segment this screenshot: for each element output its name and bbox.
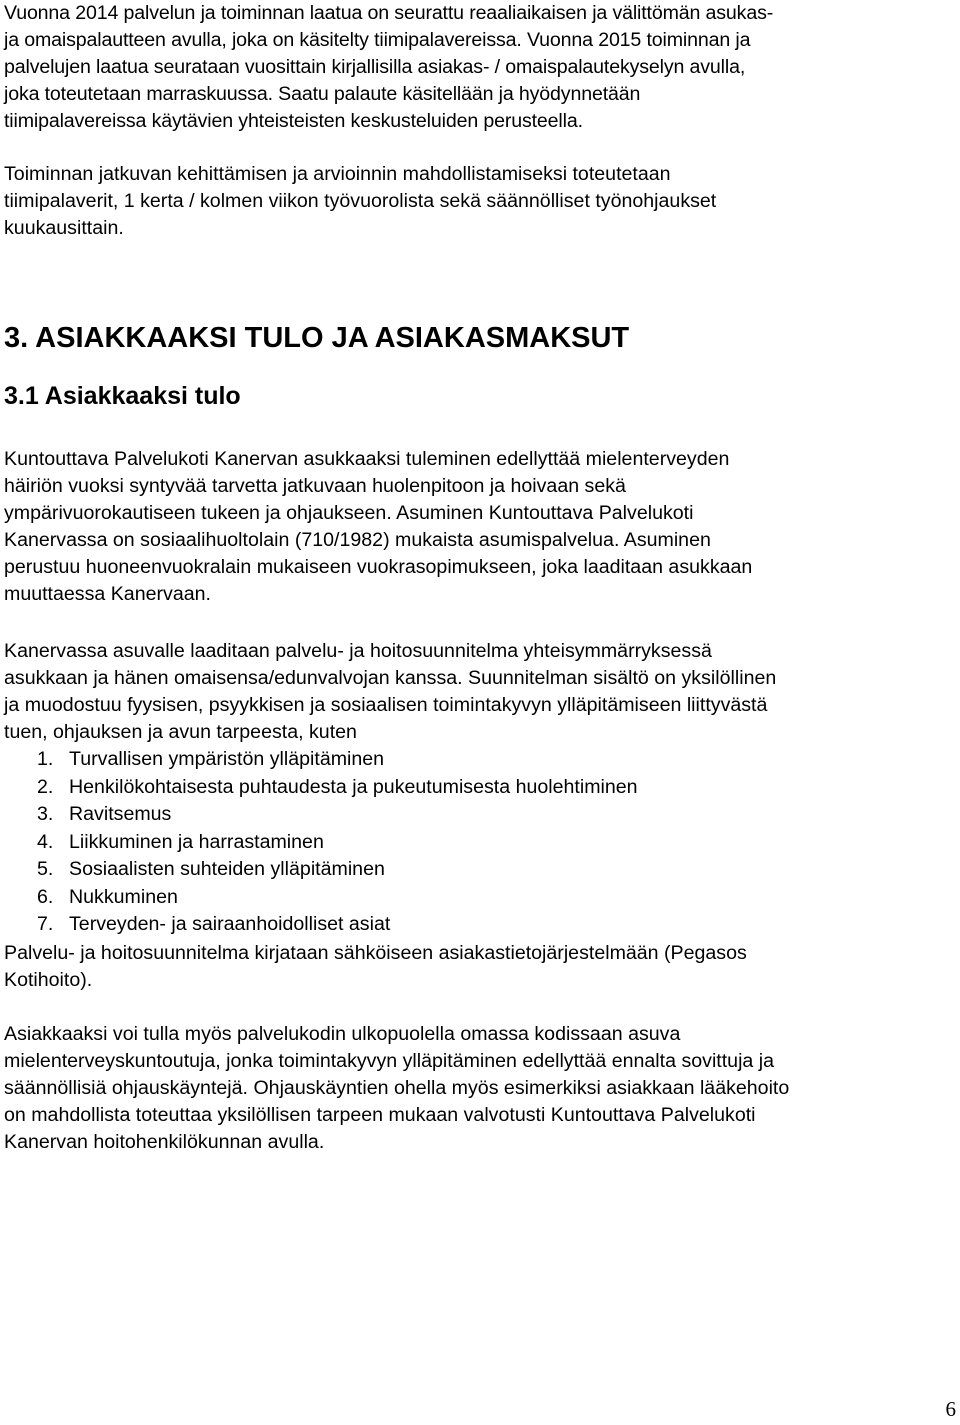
list-item (4, 884, 776, 912)
list-item (4, 911, 776, 939)
text-line: Toiminnan jatkuvan kehittämisen ja arvioinnin mahdollistamiseksi toteutetaan (4, 163, 671, 185)
list-item-text: Henkilökohtaisesta puhtaudesta ja pukeutumisesta huolehtiminen (69, 775, 638, 798)
text-line: muuttaessa Kanervaan. (4, 583, 211, 605)
list-item-text: Nukkuminen (69, 885, 178, 908)
text-line: perustuu huoneenvuokralain mukaiseen vuokrasopimukseen, joka laaditaan asukkaan (4, 556, 753, 578)
text-line: Kanervassa asuvalle laaditaan palvelu- ja hoitosuunnitelma yhteisymmärryksessä (4, 640, 712, 662)
paragraph-care-plan (4, 638, 776, 746)
list-item (4, 801, 776, 829)
list-item-number: 4. (37, 830, 54, 853)
text-line: Vuonna 2014 palvelun ja toiminnan laatua on seurattu reaaliaikaisen ja välittömän asukas- (4, 2, 774, 24)
list-item-text: Ravitsemus (69, 803, 172, 825)
text-line: ja muodostuu fyysisen, psyykkisen ja sosiaalisen toimintakyvyn ylläpitämiseen liittyvästä (4, 694, 768, 716)
paragraph-outpatient-clients (4, 1021, 789, 1156)
list-item-number: 1. (37, 748, 54, 770)
text-line: tuen, ohjauksen ja avun tarpeesta, kuten (4, 721, 357, 743)
list-item-number: 7. (37, 913, 54, 935)
text-line: ympärivuorokautiseen tukeen ja ohjaukseen. Asuminen Kuntouttava Palvelukoti (4, 502, 694, 524)
list-item-text: Turvallisen ympäristön ylläpitäminen (69, 748, 385, 770)
text-line: joka toteutetaan marraskuussa. Saatu palaute käsitellään ja hyödynnetään (4, 83, 641, 105)
text-line: kuukausittain. (4, 217, 124, 239)
care-needs-list (4, 746, 776, 939)
list-item-text: Liikkuminen ja harrastaminen (69, 830, 324, 853)
text-line: on mahdollista toteuttaa yksilöllisen tarpeen mukaan valvotusti Kuntouttava Palvelukoti (4, 1104, 756, 1126)
text-line: ja omaispalautteen avulla, joka on käsitelty tiimipalavereissa. Vuonna 2015 toiminnan ja (4, 29, 751, 51)
list-item-text: Sosiaalisten suhteiden ylläpitäminen (69, 858, 385, 880)
list-item (4, 746, 776, 774)
paragraph-quality-monitoring (4, 0, 773, 135)
list-item-text: Terveyden- ja sairaanhoidolliset asiat (69, 913, 391, 935)
text-line: Kotihoito). (4, 969, 93, 991)
text-line: Kanervassa on sosiaalihuoltolain (710/1982) mukaista asumispalvelua. Asuminen (4, 529, 711, 551)
paragraph-admission-criteria (4, 446, 752, 608)
list-item (4, 774, 776, 802)
text-line: palvelujen laatua seurataan vuosittain kirjallisilla asiakas- / omaispalautekyselyn avulla, (4, 56, 746, 78)
text-line: häiriön vuoksi syntyvää tarvetta jatkuvaan huolenpitoon ja hoivaan sekä (4, 475, 626, 497)
care-plan-section (4, 638, 776, 939)
section-heading: 3. ASIAKKAAKSI TULO JA ASIAKASMAKSUT (4, 322, 630, 354)
list-item-number: 3. (37, 803, 54, 825)
subsection-heading: 3.1 Asiakkaaksi tulo (4, 382, 241, 410)
text-line: mielenterveyskuntoutuja, jonka toimintakyvyn ylläpitäminen edellyttää ennalta sovittuja ja (4, 1050, 775, 1072)
list-item (4, 856, 776, 884)
text-line: Palvelu- ja hoitosuunnitelma kirjataan sähköiseen asiakastietojärjestelmään (Pegasos (4, 942, 747, 964)
text-line: Asiakkaaksi voi tulla myös palvelukodin ulkopuolella omassa kodissaan asuva (4, 1023, 681, 1045)
text-line: tiimipalaverit, 1 kerta / kolmen viikon työvuorolista sekä säännölliset työnohjaukset (4, 190, 717, 212)
list-item-number: 2. (37, 775, 54, 798)
page-number: 6 (945, 1397, 956, 1421)
paragraph-record-system (4, 940, 747, 994)
text-line: asukkaan ja hänen omaisensa/edunvalvojan kanssa. Suunnitelman sisältö on yksilöllinen (4, 667, 777, 689)
paragraph-continuous-development (4, 161, 716, 242)
text-line: säännöllisiä ohjauskäyntejä. Ohjauskäyntien ohella myös esimerkiksi asiakkaan lääkehoito (4, 1077, 790, 1099)
list-item-number: 5. (37, 858, 54, 880)
text-line: tiimipalavereissa käytävien yhteisteisten keskusteluiden perusteella. (4, 110, 583, 132)
list-item-number: 6. (37, 885, 54, 908)
text-line: Kanervan hoitohenkilökunnan avulla. (4, 1131, 325, 1153)
text-line: Kuntouttava Palvelukoti Kanervan asukkaaksi tuleminen edellyttää mielenterveyden (4, 448, 730, 470)
list-item (4, 829, 776, 857)
